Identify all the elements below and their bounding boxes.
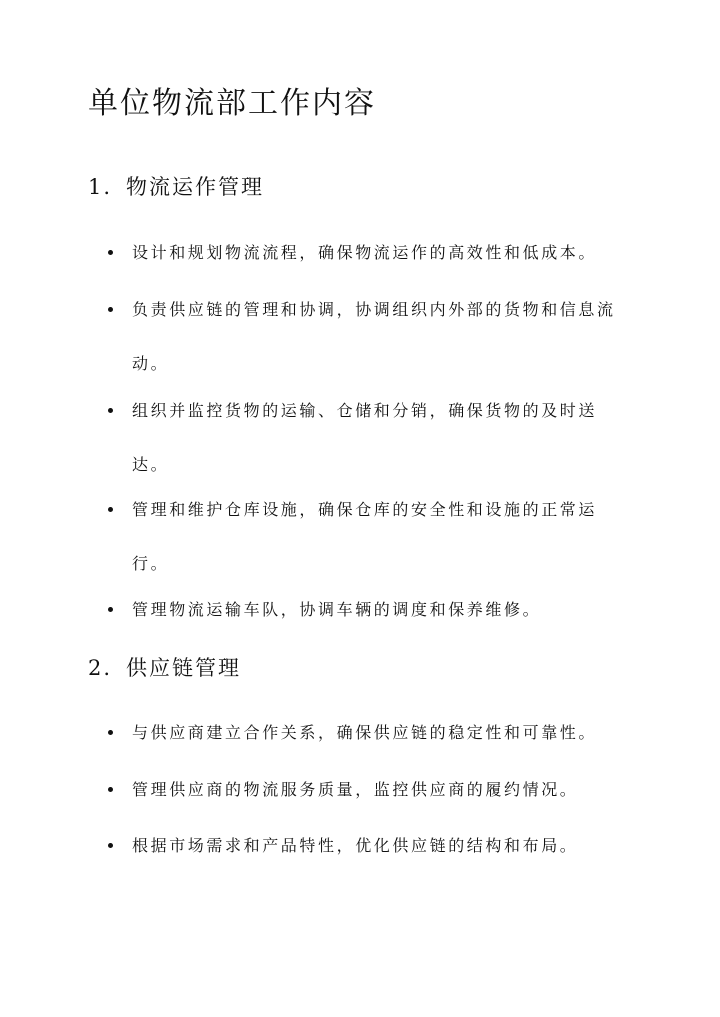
list-item	[108, 706, 618, 760]
list-item	[108, 583, 618, 637]
bullet-icon	[108, 250, 113, 255]
list-item	[108, 283, 618, 391]
section-number: 2.	[88, 656, 113, 680]
document-title: 单位物流部工作内容	[88, 86, 376, 121]
list-item-text: 与供应商建立合作关系，确保供应链的稳定性和可靠性。	[132, 723, 598, 742]
list-item-text: 设计和规划物流流程，确保物流运作的高效性和低成本。	[132, 243, 598, 262]
list-item-text: 负责供应链的管理和协调，协调组织内外部的货物和信息流动。	[132, 300, 616, 373]
list-item	[108, 483, 618, 591]
list-item	[108, 819, 618, 873]
section-heading-1	[88, 172, 264, 202]
section-title: 物流运作管理	[126, 175, 264, 199]
section-heading-2	[88, 653, 241, 683]
list-item-text: 管理物流运输车队，协调车辆的调度和保养维修。	[132, 600, 542, 619]
section-number: 1.	[88, 175, 113, 199]
bullet-icon	[108, 730, 113, 735]
bullet-icon	[108, 507, 113, 512]
bullet-icon	[108, 408, 113, 413]
list-item-text: 组织并监控货物的运输、仓储和分销，确保货物的及时送达。	[132, 401, 598, 474]
list-item	[108, 763, 618, 817]
bullet-icon	[108, 307, 113, 312]
list-item	[108, 226, 618, 280]
bullet-icon	[108, 607, 113, 612]
bullet-icon	[108, 843, 113, 848]
list-item-text: 根据市场需求和产品特性，优化供应链的结构和布局。	[132, 836, 579, 855]
list-item-text: 管理和维护仓库设施，确保仓库的安全性和设施的正常运行。	[132, 500, 598, 573]
list-item	[108, 384, 618, 492]
list-item-text: 管理供应商的物流服务质量，监控供应商的履约情况。	[132, 780, 579, 799]
bullet-icon	[108, 787, 113, 792]
section-title: 供应链管理	[126, 656, 241, 680]
